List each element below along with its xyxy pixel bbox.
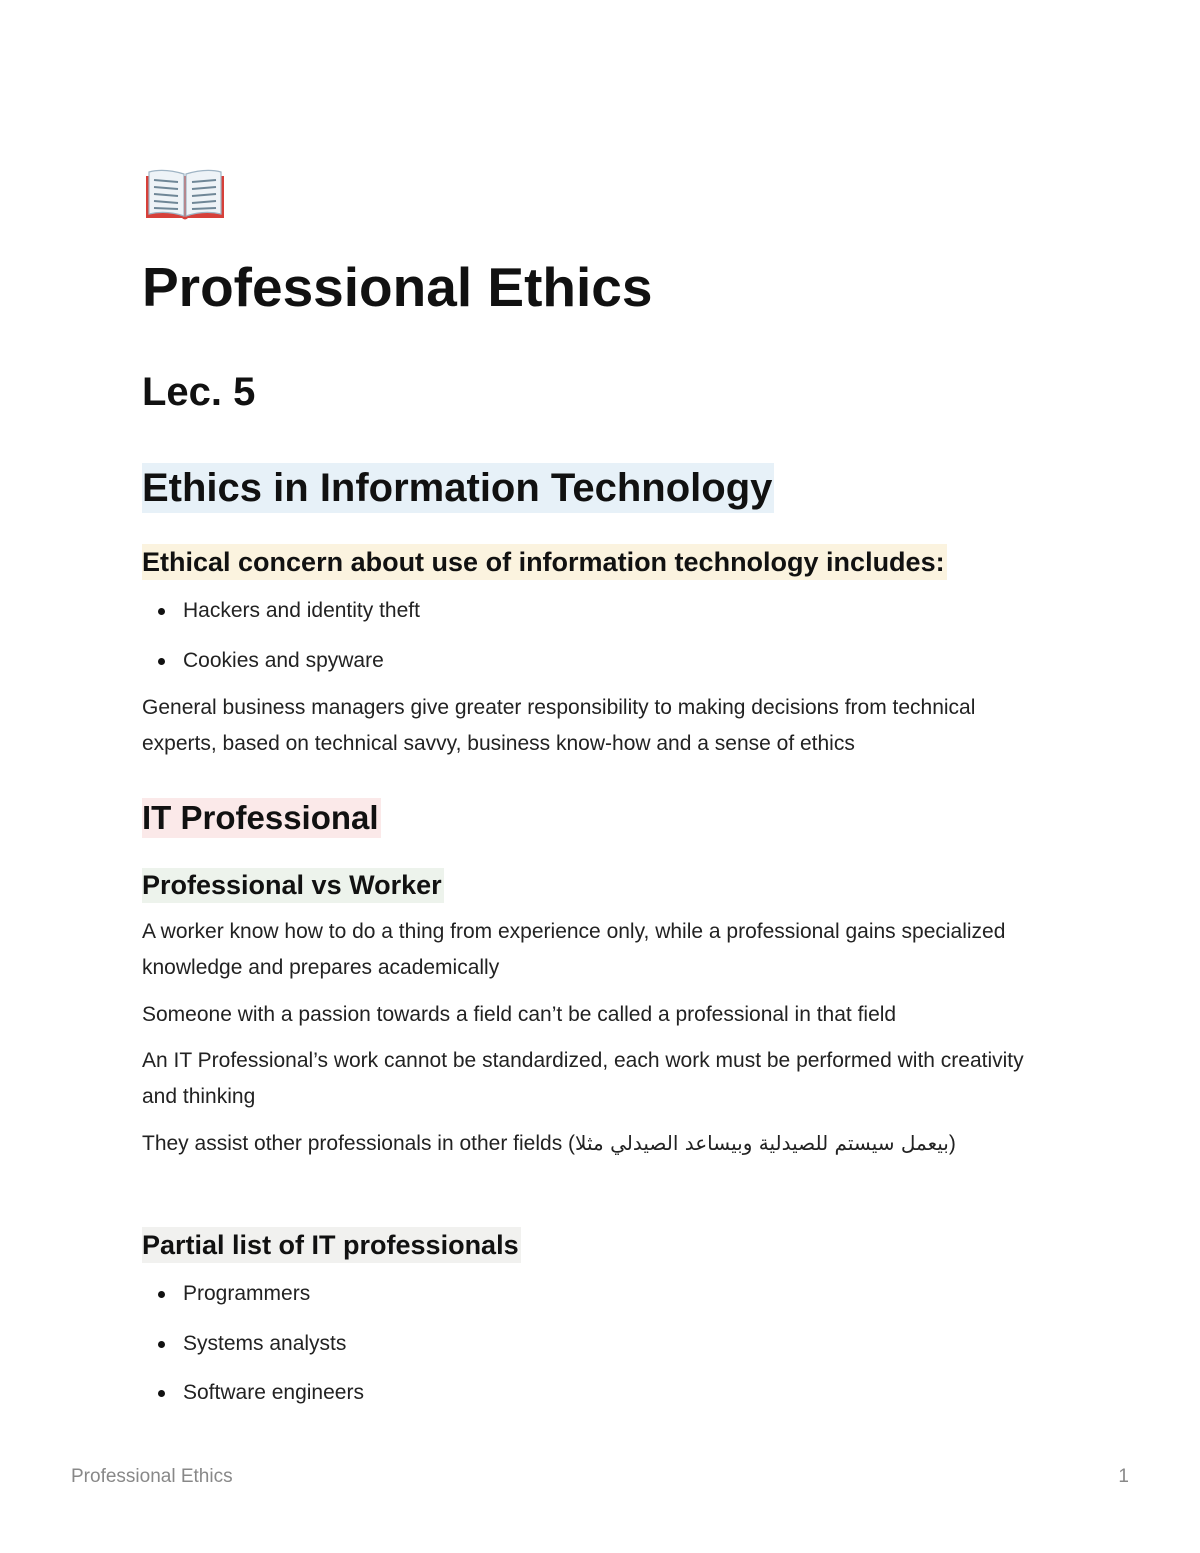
- subheading-ethical-concern: Ethical concern about use of information technology includes:: [142, 544, 947, 580]
- footer-page-number: 1: [1118, 1466, 1129, 1487]
- subheading-partial-list: Partial list of IT professionals: [142, 1227, 521, 1263]
- list-item: Hackers and identity theft: [142, 598, 1042, 648]
- list-item: Systems analysts: [142, 1331, 1042, 1381]
- section-heading-it-professional: IT Professional: [142, 799, 379, 836]
- assist-arabic-text: بيعمل سيستم للصيدلية وبيساعد الصيدلي مثلا: [575, 1131, 949, 1155]
- paragraph-worker-vs-professional: A worker know how to do a thing from experience only, while a professional gains specialized knowledge and prepares academically: [142, 920, 1006, 979]
- paragraph-general-managers: General business managers give greater responsibility to making decisions from technical experts, based on technical savvy, business know-how and a sense of ethics: [142, 696, 976, 755]
- list-item: Cookies and spyware: [142, 648, 1042, 698]
- section-heading-ethics-it: Ethics in Information Technology: [142, 463, 774, 513]
- subheading-professional-vs-worker: Professional vs Worker: [142, 868, 444, 903]
- assist-text: They assist other professionals in other fields (: [142, 1132, 576, 1155]
- open-book-icon: [144, 166, 226, 222]
- page-title: Professional Ethics: [142, 256, 653, 318]
- footer-title: Professional Ethics: [71, 1466, 233, 1487]
- paragraph-passion: Someone with a passion towards a field can’t be called a professional in that field: [142, 1003, 897, 1026]
- list-item: Programmers: [142, 1281, 1042, 1331]
- lecture-heading: Lec. 5: [142, 370, 256, 414]
- assist-close-paren: ): [948, 1132, 956, 1155]
- paragraph-assist-others: [142, 1126, 1052, 1162]
- list-item: Software engineers: [142, 1380, 1042, 1430]
- paragraph-it-work: An IT Professional’s work cannot be standardized, each work must be performed with creativity and thinking: [142, 1049, 1024, 1108]
- ethical-concerns-list: [142, 598, 1042, 697]
- it-professionals-list: [142, 1281, 1042, 1430]
